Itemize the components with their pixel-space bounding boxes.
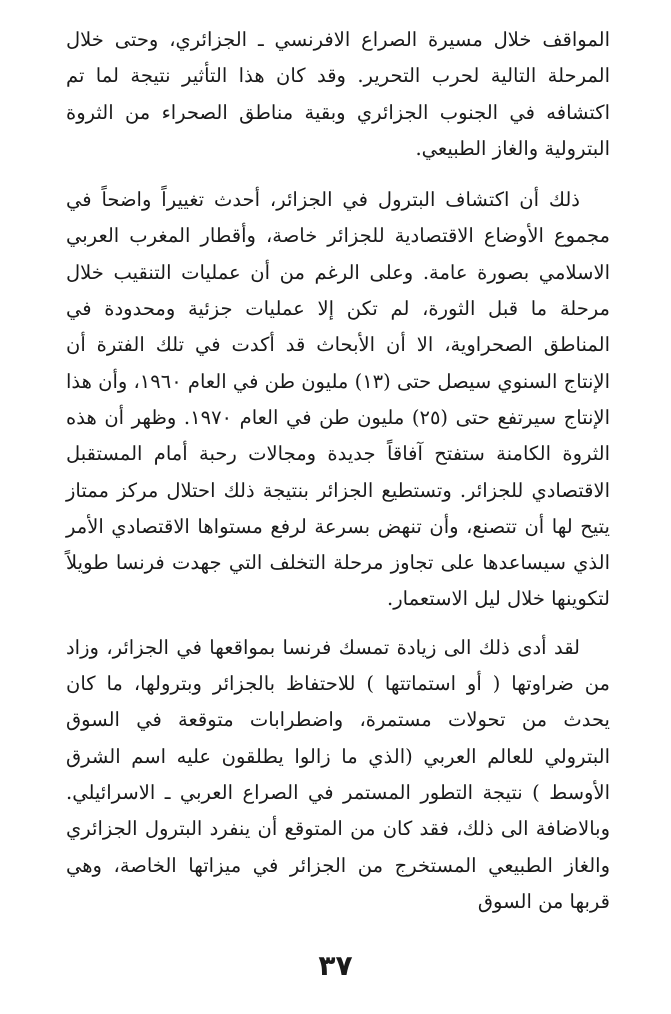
book-page xyxy=(66,22,610,920)
paragraph-1-text: المواقف خلال مسيرة الصراع الافرنسي ـ الجزائري، وحتى خلال المرحلة التالية لحرب التحرير. وقد كان هذا التأثير نتيجة لما تم اكتشافه في الجنوب الجزائري وبقية مناطق الصحراء من الثروة البترولية والغاز الطبيعي. xyxy=(66,28,610,160)
paragraph-1 xyxy=(66,22,610,167)
paragraph-2 xyxy=(66,182,610,618)
paragraph-3 xyxy=(66,630,610,920)
page-number: ٣٧ xyxy=(318,949,353,982)
paragraph-2-text: ذلك أن اكتشاف البترول في الجزائر، أحدث تغييراً واضحاً في مجموع الأوضاع الاقتصادية للجزائر خاصة، وأقطار المغرب العربي الاسلامي بصورة عامة. وعلى الرغم من أن عمليات التنقيب خلال مرحلة ما قبل الثورة، لم تكن إلا عمليات جزئية ومحدودة في المناطق الصحراوية، الا أن الأبحاث قد أكدت في تلك الفترة أن الإنتاج السنوي سيصل حتى (١٣) مليون طن في العام ١٩٦٠، وأن هذا الإنتاج سيرتفع حتى (٢٥) مليون طن في العام ١٩٧٠. وظهر أن هذه الثروة الكامنة ستفتح آفاقاً جديدة ومجالات رحبة أمام المستقبل الاقتصادي للجزائر. وتستطيع الجزائر بنتيجة ذلك احتلال مركز ممتاز يتيح لها أن تتصنع، وأن تنهض بسرعة لرفع مستواها الاقتصادي الأمر الذي سيساعدها على تجاوز مرحلة التخلف التي جهدت فرنسا طويلاً لتكوينها خلال ليل الاستعمار. xyxy=(65,188,611,611)
paragraph-3-text: لقد أدى ذلك الى زيادة تمسك فرنسا بمواقعها في الجزائر، وزاد من ضراوتها ( أو استماتتها ) للاحتفاظ بالجزائر وبترولها، ما كان يحدث من تحولات مستمرة، واضطرابات متوقعة في السوق البترولي للعالم العربي (الذي ما زالوا يطلقون عليه اسم الشرق الأوسط ) نتيجة التطور المستمر في الصراع العربي ـ الاسرائيلي. وبالاضافة الى ذلك، فقد كان من المتوقع أن ينفرد البترول الجزائري والغاز الطبيعي المستخرج من الجزائر في ميزاتها الخاصة، وهي قربها من السوق xyxy=(66,635,610,913)
